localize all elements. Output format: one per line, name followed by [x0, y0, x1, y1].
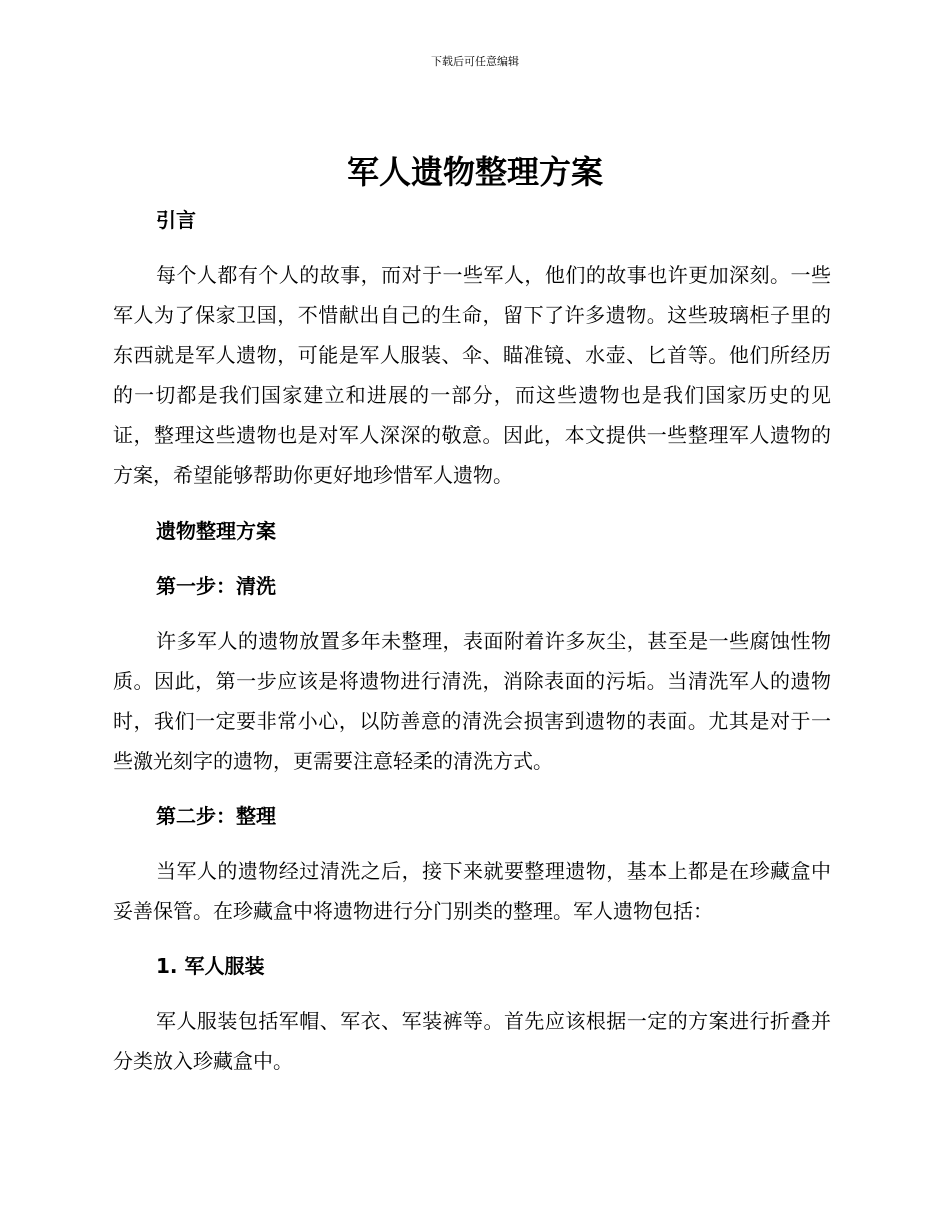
paragraph-step2: 当军人的遗物经过清洗之后，接下来就要整理遗物，基本上都是在珍藏盒中妥善保管。在珍藏盒中将遗物进行分门别类的整理。军人遗物包括： [113, 859, 831, 923]
spacer [113, 495, 831, 512]
spacer [113, 605, 831, 621]
section-heading-item1: 1. 军人服装 [156, 954, 265, 978]
paragraph-step1: 许多军人的遗物放置多年未整理，表面附着许多灰尘，甚至是一些腐蚀性物质。因此，第一步应该是将遗物进行清洗，消除表面的污垢。当清洗军人的遗物时，我们一定要非常小心，以防善意的清洗会损害到遗物的表面。尤其是对于一些激光刻字的遗物，更需要注意轻柔的清洗方式。 [113, 629, 831, 773]
section-heading-step1: 第一步：清洗 [156, 574, 276, 598]
spacer [113, 835, 831, 851]
spacer [113, 550, 831, 567]
document-title: 军人遗物整理方案 [346, 153, 603, 191]
section-heading-plan: 遗物整理方案 [156, 519, 276, 543]
spacer [113, 931, 831, 947]
page-header-note: 下载后可任意编辑 [431, 55, 519, 68]
section-heading-intro: 引言 [156, 208, 196, 232]
document-body [113, 201, 831, 1081]
spacer [113, 781, 831, 797]
paragraph-intro: 每个人都有个人的故事，而对于一些军人，他们的故事也许更加深刻。一些军人为了保家卫国，不惜献出自己的生命，留下了许多遗物。这些玻璃柜子里的东西就是军人遗物，可能是军人服装、伞、瞄准镜、水壶、匕首等。他们所经历的一切都是我们国家建立和进展的一部分，而这些遗物也是我们国家历史的见证，整理这些遗物也是对军人深深的敬意。因此，本文提供一些整理军人遗物的方案，希望能够帮助你更好地珍惜军人遗物。 [113, 263, 831, 487]
section-heading-step2: 第二步：整理 [156, 804, 276, 828]
spacer [113, 239, 831, 255]
paragraph-item1: 军人服装包括军帽、军衣、军装裤等。首先应该根据一定的方案进行折叠并分类放入珍藏盒中。 [113, 1009, 831, 1073]
spacer [113, 985, 831, 1001]
